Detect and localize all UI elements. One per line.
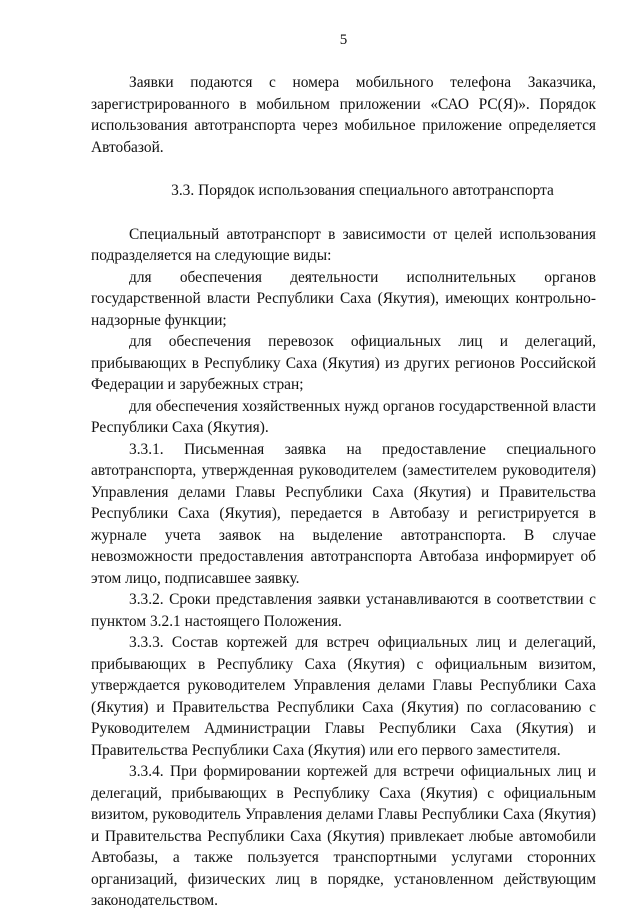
document-page bbox=[91, 30, 596, 912]
paragraph-3-3-3: 3.3.3. Состав кортежей для встреч официальных лиц и делегаций, прибывающих в Республику Саха (Якутия) с официальным визитом, утверждается руководителем Управления делами Главы Республики Саха (Якутия) и Правительства Республики Саха (Якутия) по согласованию с Руководителем Администрации Главы Республики Саха (Якутия) и Правительства Республики Саха (Якутия) или его первого заместителя. bbox=[91, 634, 596, 759]
paragraph-type-household: для обеспечения хозяйственных нужд органов государственной власти Республики Саха (Якутия). bbox=[91, 397, 596, 436]
section-heading: 3.3. Порядок использования специального автотранспорта bbox=[171, 182, 554, 199]
paragraph-3-3-1: 3.3.1. Письменная заявка на предоставление специального автотранспорта, утвержденная руководителем (заместителем руководителя) Управления делами Главы Республики Саха (Якутия) и Правительства Республики Саха (Якутия), передается в Автобазу и регистрируется в журнале учета заявок на выделение автотранспорта. В случае невозможности предоставления автотранспорта Автобаза информирует об этом лицо, подписавшее заявку. bbox=[91, 440, 596, 587]
paragraph-intro: Специальный автотранспорт в зависимости от целей использования подразделяется на следующие виды: bbox=[91, 225, 596, 264]
paragraph-3-3-2: 3.3.2. Сроки представления заявки устанавливаются в соответствии с пунктом 3.2.1 настоящего Положения. bbox=[91, 591, 596, 630]
page-number: 5 bbox=[339, 32, 348, 48]
paragraph-3-3-4: 3.3.4. При формировании кортежей для встречи официальных лиц и делегаций, прибывающих в Республику Саха (Якутия) с официальным визитом, руководитель Управления делами Главы Республики Саха (Якутия) и Правительства Республики Саха (Якутия) привлекает любые автомобили Автобазы, а также пользуется транспортными услугами сторонних организаций, физических лиц в порядке, установленном действующим законодательством. bbox=[91, 763, 596, 909]
paragraph-type-delegations: для обеспечения перевозок официальных лиц и делегаций, прибывающих в Республику Саха (Якутия) из других регионов Российской Федерации и зарубежных стран; bbox=[91, 333, 596, 393]
paragraph-type-control: для обеспечения деятельности исполнительных органов государственной власти Республики Саха (Якутия), имеющих контрольно-надзорные функции; bbox=[91, 268, 596, 329]
paragraph-requests-mobile: Заявки подаются с номера мобильного телефона Заказчика, зарегистрированного в мобильном приложении «САО РС(Я)». Порядок использования автотранспорта через мобильное приложение определяется Автобазой. bbox=[91, 74, 596, 156]
